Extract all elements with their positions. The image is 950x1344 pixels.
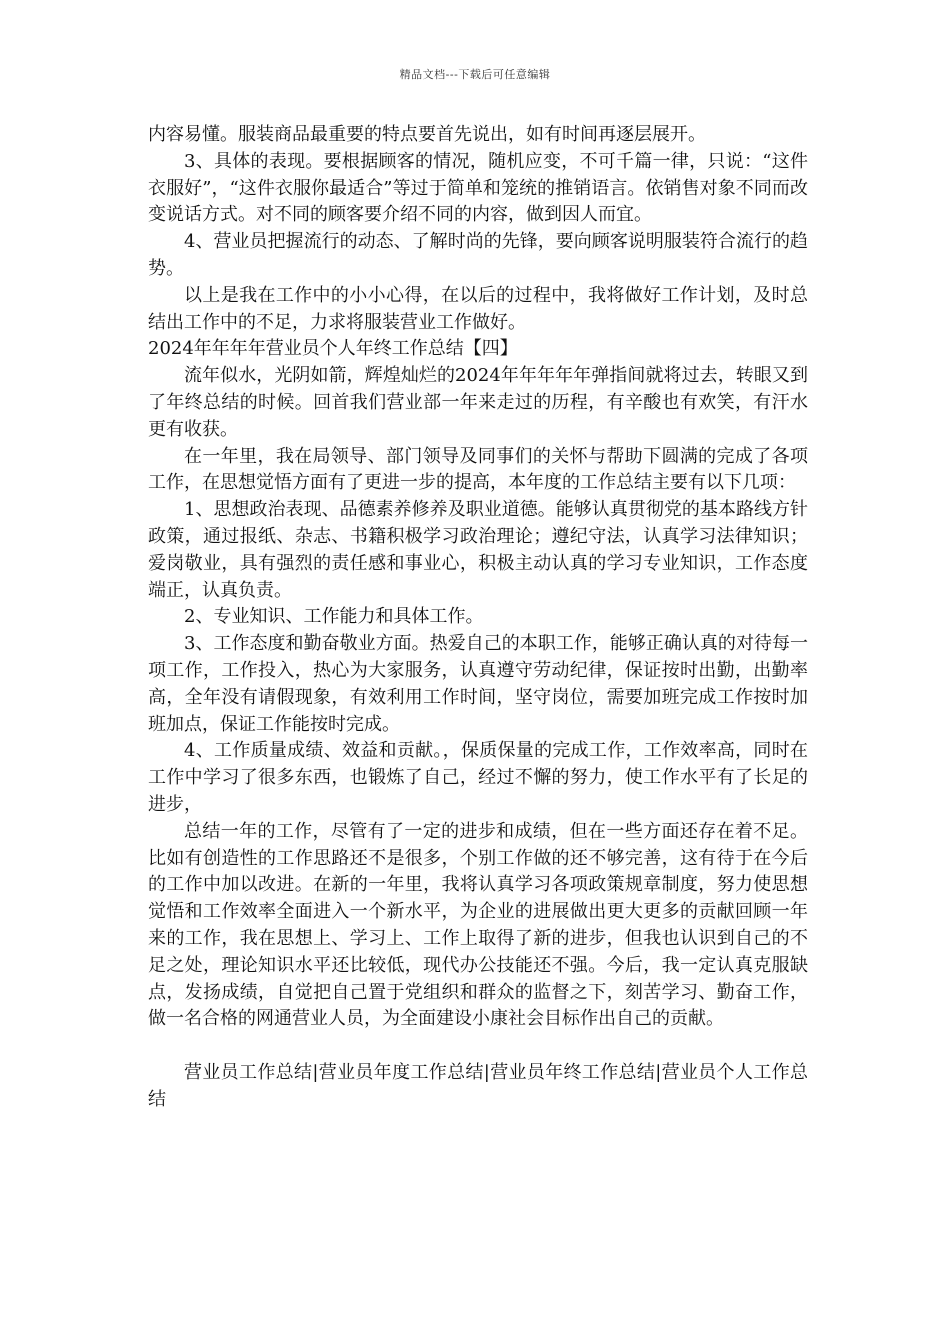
paragraph-item-4: 4、工作质量成绩、效益和贡献。，保质保量的完成工作，工作效率高，同时在工作中学习了很多东西，也锻炼了自己，经过不懈的努力，使工作水平有了长足的进步， — [148, 740, 808, 815]
paragraph-conclusion: 以上是我在工作中的小小心得，在以后的过程中，我将做好工作计划，及时总结出工作中的不足，力求将服装营业工作做好。 — [148, 284, 808, 333]
paragraph-continuation: 内容易懂。服装商品最重要的特点要首先说出，如有时间再逐层展开。 — [148, 124, 706, 145]
paragraph-summary: 总结一年的工作，尽管有了一定的进步和成绩，但在一些方面还存在着不足。比如有创造性的工作思路还不是很多，个别工作做的还不够完善，这有待于在今后的工作中加以改进。在新的一年里，我将认真学习各项政策规章制度，努力使思想觉悟和工作效率全面进入一个新水平，为企业的进展做出更大更多的贡献回顾一年来的工作，我在思想上、学习上、工作上取得了新的进步，但我也认识到自己的不足之处，理论知识水平还比较低，现代办公技能还不强。今后，我一定认真克服缺点，发扬成绩，自觉把自己置于党组织和群众的监督之下，刻苦学习、勤奋工作，做一名合格的网通营业人员，为全面建设小康社会目标作出自己的贡献。 — [148, 820, 808, 1030]
document-body — [148, 122, 808, 1114]
section-heading: 2024年年年年营业员个人年终工作总结【四】 — [148, 338, 518, 360]
paragraph-point-4: 4、营业员把握流行的动态、了解时尚的先锋，要向顾客说明服装符合流行的趋势。 — [148, 231, 808, 279]
paragraph-overview: 在一年里，我在局领导、部门领导及同事们的关怀与帮助下圆满的完成了各项工作，在思想觉悟方面有了更进一步的提高，本年度的工作总结主要有以下几项： — [148, 445, 808, 494]
paragraph-gap — [148, 1033, 808, 1060]
paragraph-item-1: 1、思想政治表现、品德素养修养及职业道德。能够认真贯彻党的基本路线方针政策，通过报纸、杂志、书籍积极学习政治理论；遵纪守法，认真学习法律知识；爱岗敬业，具有强烈的责任感和事业心，积极主动认真的学习专业知识，工作态度端正，认真负责。 — [148, 499, 808, 601]
paragraph-intro: 流年似水，光阴如箭，辉煌灿烂的2024年年年年年弹指间就将过去，转眼又到了年终总结的时候。回首我们营业部一年来走过的历程，有辛酸也有欢笑，有汗水更有收获。 — [148, 365, 808, 440]
paragraph-item-3: 3、工作态度和勤奋敬业方面。热爱自己的本职工作，能够正确认真的对待每一项工作，工作投入，热心为大家服务，认真遵守劳动纪律，保证按时出勤，出勤率高，全年没有请假现象，有效利用工作时间，坚守岗位，需要加班完成工作按时加班加点，保证工作能按时完成。 — [148, 633, 808, 735]
related-links: 营业员工作总结|营业员年度工作总结|营业员年终工作总结|营业员个人工作总结 — [148, 1062, 808, 1110]
paragraph-point-3: 3、具体的表现。要根据顾客的情况，随机应变，不可千篇一律，只说：“这件衣服好”，“这件衣服你最适合”等过于简单和笼统的推销语言。依销售对象不同而改变说话方式。对不同的顾客要介绍不同的内容，做到因人而宜。 — [148, 150, 808, 226]
page-header: 精品文档---下载后可任意编辑 — [399, 68, 551, 81]
paragraph-item-2: 2、专业知识、工作能力和具体工作。 — [184, 606, 484, 628]
